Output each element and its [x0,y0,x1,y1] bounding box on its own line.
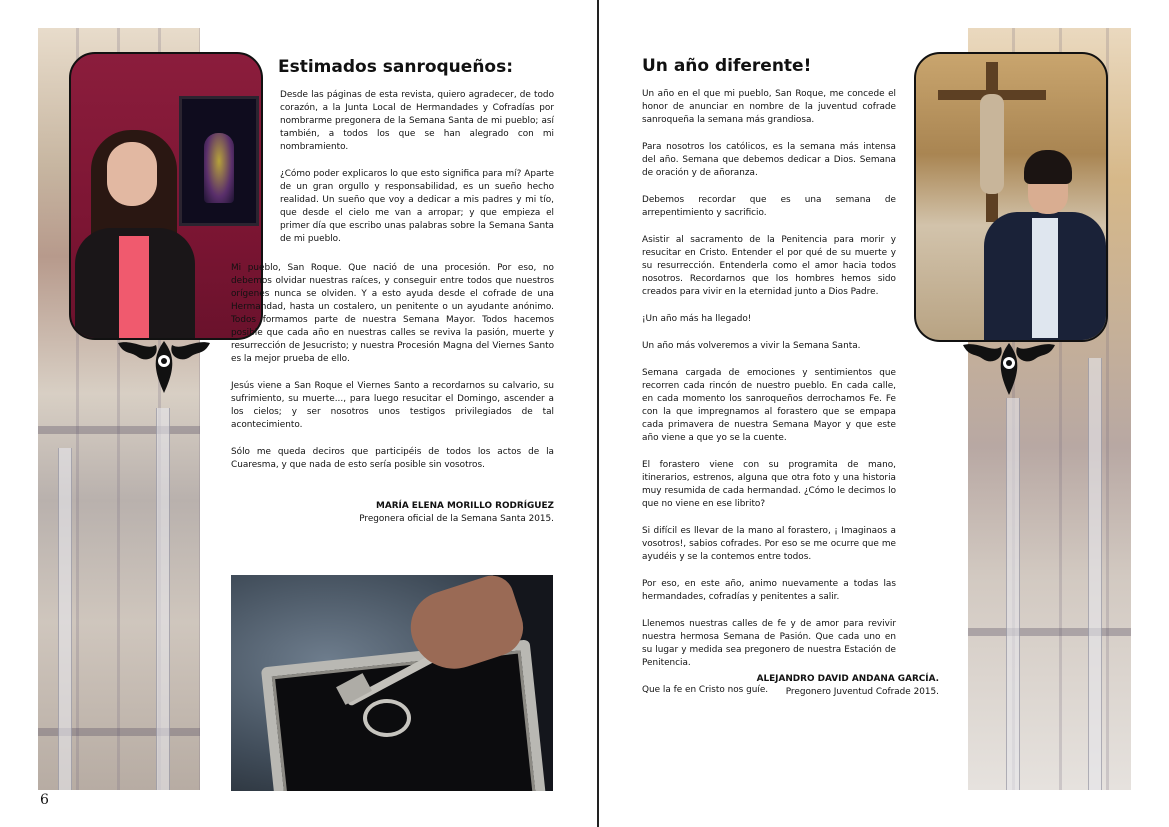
page-number: 6 [40,792,49,808]
key-photo [231,575,553,791]
signature-name: MARÍA ELENA MORILLO RODRÍGUEZ [376,501,554,511]
paragraph: Un año más volveremos a vivir la Semana Santa. [642,341,861,351]
railing [38,426,200,434]
railing [968,628,1131,636]
crucifix-figure [980,94,1004,194]
ornament-flourish-icon [961,339,1057,399]
silver-column [156,408,170,790]
paragraph: Debemos recordar que es una semana de arrepentimiento y sacrificio. [642,195,896,218]
page-title: Un año diferente! [642,56,812,76]
paragraph: El forastero viene con su programita de mano, itinerarios, estrenos, alguna que otra foto y una historia muy resumida de cada hermandad. ¿Cómo le decimos lo que no viene en ese librito? [642,460,896,509]
signature-block [680,673,939,699]
paragraph: Llenemos nuestras calles de fe y de amor para revivir nuestra hermosa Semana de Pasión. Que cada uno en su lugar y medida sea pregonero de nuestra Estación de Penitencia. [642,619,896,668]
article-body [280,89,554,260]
page-title: Estimados sanroqueños: [278,57,514,77]
signature-name: ALEJANDRO DAVID ANDANA GARCÍA. [756,674,939,684]
paragraph: Mi pueblo, San Roque. Que nació de una procesión. Por eso, no debemos olvidar nuestras raíces, y conseguir entre todos que nuestros orígenes nunca se olviden. Y a esto ayuda desde el cofrade de una Hermandad, hasta un costalero, un penitente o un ayudante anónimo. Todos formamos parte de nuestra Semana Mayor. Todos hacemos posible que cada año en nuestras calles se reviva la pasión, muerte y resurrección de Jesucristo; y nuestra Procesión Magna del Viernes Santo es la mejor prueba de ello. [231,263,554,364]
paragraph: Desde las páginas de esta revista, quiero agradecer, de todo corazón, a la Junta Local de Hermandades y Cofradías por nombrarme pregonera de la Semana Santa de mi pueblo; así también, a todos los que se han alegrado con mi nombramiento. [280,90,554,152]
paragraph: ¿Cómo poder explicaros lo que esto significa para mí? Aparte de un gran orgullo y responsabilidad, es un sueño hecho realidad. Un sueño que voy a dedicar a mis padres y mi tío, que desde el cielo me van a arropar; y que empieza el primer día que escribo unas palabras sobre la Semana Santa de mi pueblo. [280,169,554,244]
ornament-flourish-icon [116,337,212,397]
book-spine [597,0,599,827]
paragraph: Semana cargada de emociones y sentimientos que recorren cada rincón de nuestro pueblo. En cada calle, en cada momento los sanroqueños derrochamos Fe. Fe con la que impregnamos al forastero que se empapa cada primavera de nuestra Semana Mayor y que este año viene a que yo se la cuente. [642,368,896,443]
face [107,142,157,206]
paragraph: Un año en el que mi pueblo, San Roque, me concede el honor de anunciar en nombre de la juventud cofrade sanroqueña la semana más grandiosa. [642,89,896,125]
paragraph: Sólo me queda deciros que participéis de todos los actos de la Cuaresma, y que nada de esto sería posible sin vosotros. [231,447,554,470]
silver-column [1006,398,1020,790]
portrait-alejandro [914,52,1108,342]
paragraph: Que la fe en Cristo nos guíe. [642,685,769,695]
paragraph: ¡Un año más ha llegado! [642,314,752,324]
silver-column [58,448,72,790]
paragraph: Asistir al sacramento de la Penitencia para morir y resucitar en Cristo. Entender el por qué de su muerte y su resurrección. Entenderla como el amor hacia todos nosotros. Recordarnos que los hombres hemos sido creados para vivir en la eternidad junto a Dios Padre. [642,235,896,297]
white-shirt [1032,218,1058,338]
paragraph: Si difícil es llevar de la mano al forastero, ¡ Imaginaos a vosotros!, sabios cofrades. Por eso se me ocurre que me ayudéis y se la contemos entre todos. [642,526,896,562]
key-bow [363,699,411,737]
signature-block [300,500,554,526]
signature-role: Pregonera oficial de la Semana Santa 2015. [359,514,554,524]
hair [1024,150,1072,184]
signature-role: Pregonero Juventud Cofrade 2015. [785,687,939,697]
paragraph: Para nosotros los católicos, es la semana más intensa del año. Semana que debemos dedicar a Dios. Semana de oración y de añoranza. [642,142,896,178]
silver-column [1088,358,1102,790]
poster-image [204,133,234,203]
paragraph: Por eso, en este año, animo nuevamente a todas las hermandades, cofradías y penitentes a salir. [642,579,896,602]
paragraph: Jesús viene a San Roque el Viernes Santo a recordarnos su calvario, su sufrimiento, su muerte..., para luego resucitar el Domingo, ascender a los cielos; y ser nosotros unos testigos privilegiados de tal acontecimiento. [231,381,554,430]
article-body [642,88,896,711]
article-body-wide [231,262,554,486]
pink-blouse [119,236,149,340]
semana-santa-poster [179,96,259,226]
